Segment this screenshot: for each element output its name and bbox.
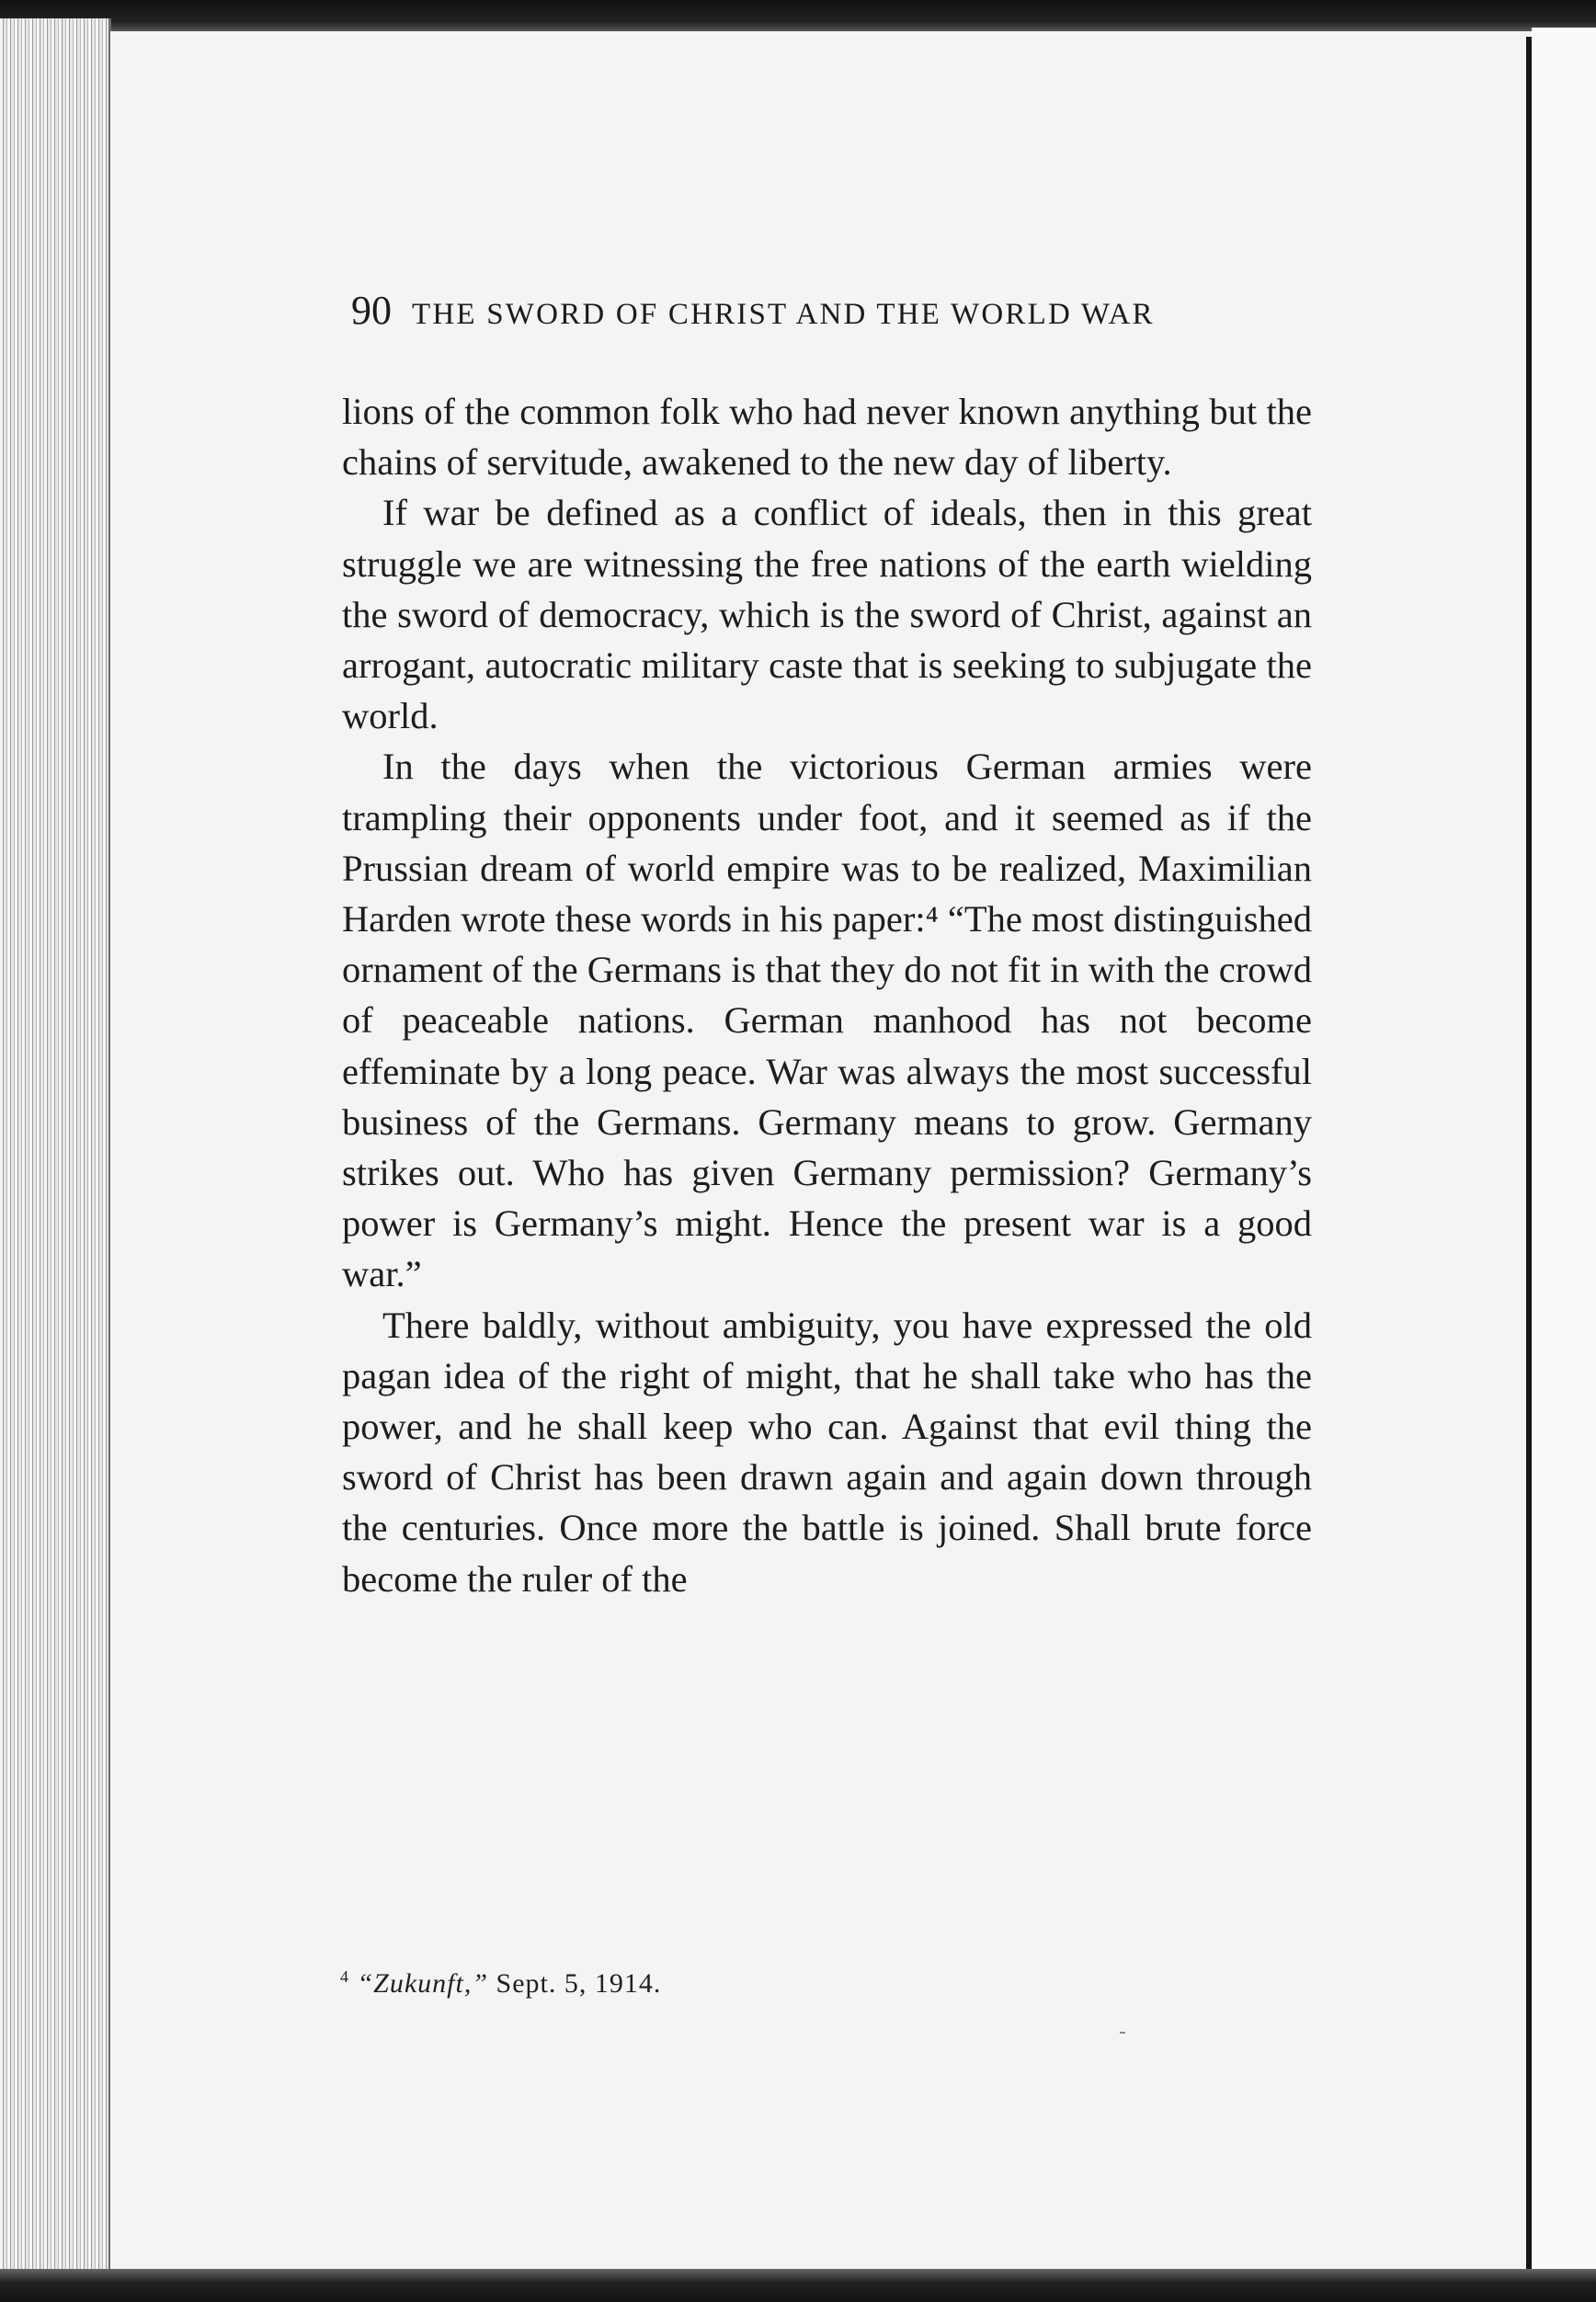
page-number: 90 bbox=[351, 288, 392, 333]
paragraph: There baldly, without ambiguity, you have expressed the old pagan idea of the right of might, that he shall take who has the power, and he shall keep who can. Against that evil thing the sword of Christ has been drawn again and again down through the centuries. Once more the battle is joined. Shall brute force become the ruler of the bbox=[342, 1304, 1312, 1600]
bottom-scan-shadow bbox=[0, 2269, 1596, 2302]
page-right-edge bbox=[1526, 37, 1532, 2280]
scan-speck bbox=[1120, 2032, 1125, 2034]
body-text bbox=[342, 386, 1312, 1604]
top-scan-shadow bbox=[0, 0, 1596, 31]
paragraph: If war be defined as a conflict of ideals, then in this great struggle we are witnessing the free nations of the earth wielding the sword of democracy, which is the sword of Christ, against an arrogant, autocratic military caste that is seeking to subjugate the world. bbox=[342, 492, 1312, 737]
paragraph: In the days when the victorious German armies were trampling their opponents under foot, and it seemed as if the Prussian dream of world empire was to be realized, Maximilian Harden wrote these words in his paper:⁴ “The most distinguished ornament of the Germans is that they do not fit in with the crowd of peaceable nations. German manhood has not become effeminate by a long peace. War was always the most successful business of the Germans. Germany means to grow. Germany strikes out. Who has given Germany permission? Germany’s power is Germany’s might. Hence the present war is a good war.” bbox=[342, 746, 1312, 1295]
paragraph-continuation: lions of the common folk who had never known anything but the chains of servitude, awakened to the new day of liberty. bbox=[342, 391, 1312, 484]
footnote-date: Sept. 5, 1914. bbox=[496, 1968, 662, 1999]
footnote-mark: 4 bbox=[340, 1967, 349, 1986]
footnote bbox=[340, 1967, 1305, 2000]
page-stack-edges bbox=[0, 18, 110, 2280]
page-header bbox=[351, 287, 1317, 334]
footnote-source: “Zukunft,” bbox=[357, 1968, 489, 1999]
right-margin-background bbox=[1532, 28, 1596, 2302]
running-head: THE SWORD OF CHRIST AND THE WORLD WAR bbox=[412, 298, 1155, 331]
